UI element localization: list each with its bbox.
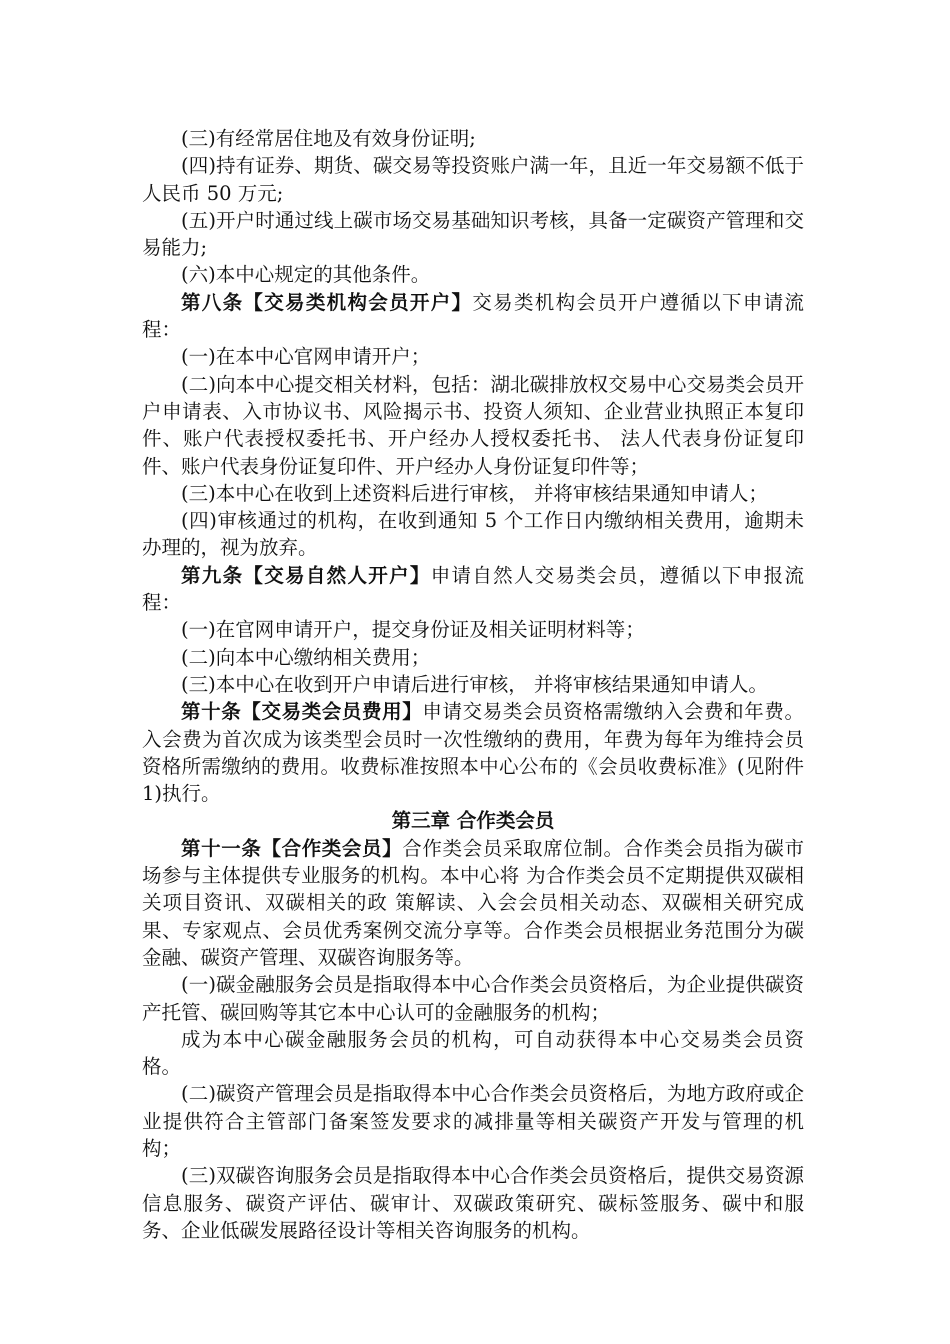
article-11-body: 合作类会员采取席位制。合作类会员指为碳市场参与主体提供专业服务的机构。本中心将 为合作类会员不定期提供双碳相关项目资讯、双碳相关的政 策解读、入会会员相关动态、双碳相关研究成果、专家观点、会员优秀案例交流分享等。合作类会员根据业务范围分为碳金融、碳资产管理、双碳咨询服务等。: [142, 836, 804, 969]
article-8-body: 交易类机构会员开户遵循以下申请流程：: [142, 290, 804, 342]
clause-4: (四)持有证券、期货、碳交易等投资账户满一年，且近一年交易额不低于人民币 50 万元;: [142, 154, 804, 205]
article-8: [142, 289, 804, 344]
article-11: [142, 835, 804, 971]
article-9-heading: 第九条【交易自然人开户】: [181, 563, 431, 587]
article-11-item-1-note: 成为本中心碳金融服务会员的机构，可自动获得本中心交易类会员资格。: [142, 1027, 804, 1079]
article-10-body: 申请交易类会员资格需缴纳入会费和年费。入会费为首次成为该类型会员时一次性缴纳的费用，年费为每年为维持会员资格所需缴纳的费用。收费标准按照本中心公布的《会员收费标准》(见附件 1)执行。: [142, 700, 804, 806]
clause-5: (五)开户时通过线上碳市场交易基础知识考核，具备一定碳资产管理和交易能力;: [142, 208, 804, 260]
article-10-heading: 第十条【交易类会员费用】: [181, 700, 423, 724]
article-9-item-2: (二)向本中心缴纳相关费用；: [181, 645, 431, 669]
article-9-body: 申请自然人交易类会员，遵循以下申报流程：: [142, 563, 804, 615]
article-10: [142, 698, 804, 807]
article-9-item-1: (一)在官网申请开户，提交身份证及相关证明材料等；: [181, 618, 645, 642]
article-11-item-1: (一)碳金融服务会员是指取得本中心合作类会员资格后，为企业提供碳资产托管、碳回购等其它本中心认可的金融服务的机构；: [142, 973, 804, 1024]
article-9-item-3: (三)本中心在收到开户申请后进行审核， 并将审核结果通知申请人。: [181, 672, 768, 696]
article-8-heading: 第八条【交易类机构会员开户】: [181, 290, 473, 314]
chapter-title: 第三章 合作类会员: [391, 809, 555, 833]
article-8-item-4: (四)审核通过的机构，在收到通知 5 个工作日内缴纳相关费用，逾期未办理的，视为放弃。: [142, 509, 804, 560]
article-8-item-3: (三)本中心在收到上述资料后进行审核， 并将审核结果通知申请人；: [181, 481, 768, 505]
document-page: [142, 125, 804, 1244]
clause-3: (三)有经常居住地及有效身份证明;: [181, 127, 476, 150]
article-8-item-1: (一)在本中心官网申请开户；: [181, 345, 431, 369]
article-11-heading: 第十一条【合作类会员】: [181, 836, 403, 860]
article-8-item-2: (二)向本中心提交相关材料，包括：湖北碳排放权交易中心交易类会员开户申请表、入市协议书、风险揭示书、投资人须知、企业营业执照正本复印件、账户代表授权委托书、开户经办人授权委托书、 法人代表身份证复印件、账户代表身份证复印件、开户经办人身份证复印件等；: [142, 372, 804, 478]
clause-6: (六)本中心规定的其他条件。: [181, 263, 431, 287]
article-9: [142, 562, 804, 617]
article-11-item-3: (三)双碳咨询服务会员是指取得本中心合作类会员资格后，提供交易资源信息服务、碳资产评估、碳审计、双碳政策研究、碳标签服务、碳中和服务、企业低碳发展路径设计等相关咨询服务的机构。: [142, 1164, 804, 1242]
article-11-item-2: (二)碳资产管理会员是指取得本中心合作类会员资格后，为地方政府或企业提供符合主管部门备案签发要求的减排量等相关碳资产开发与管理的机构；: [142, 1082, 804, 1160]
